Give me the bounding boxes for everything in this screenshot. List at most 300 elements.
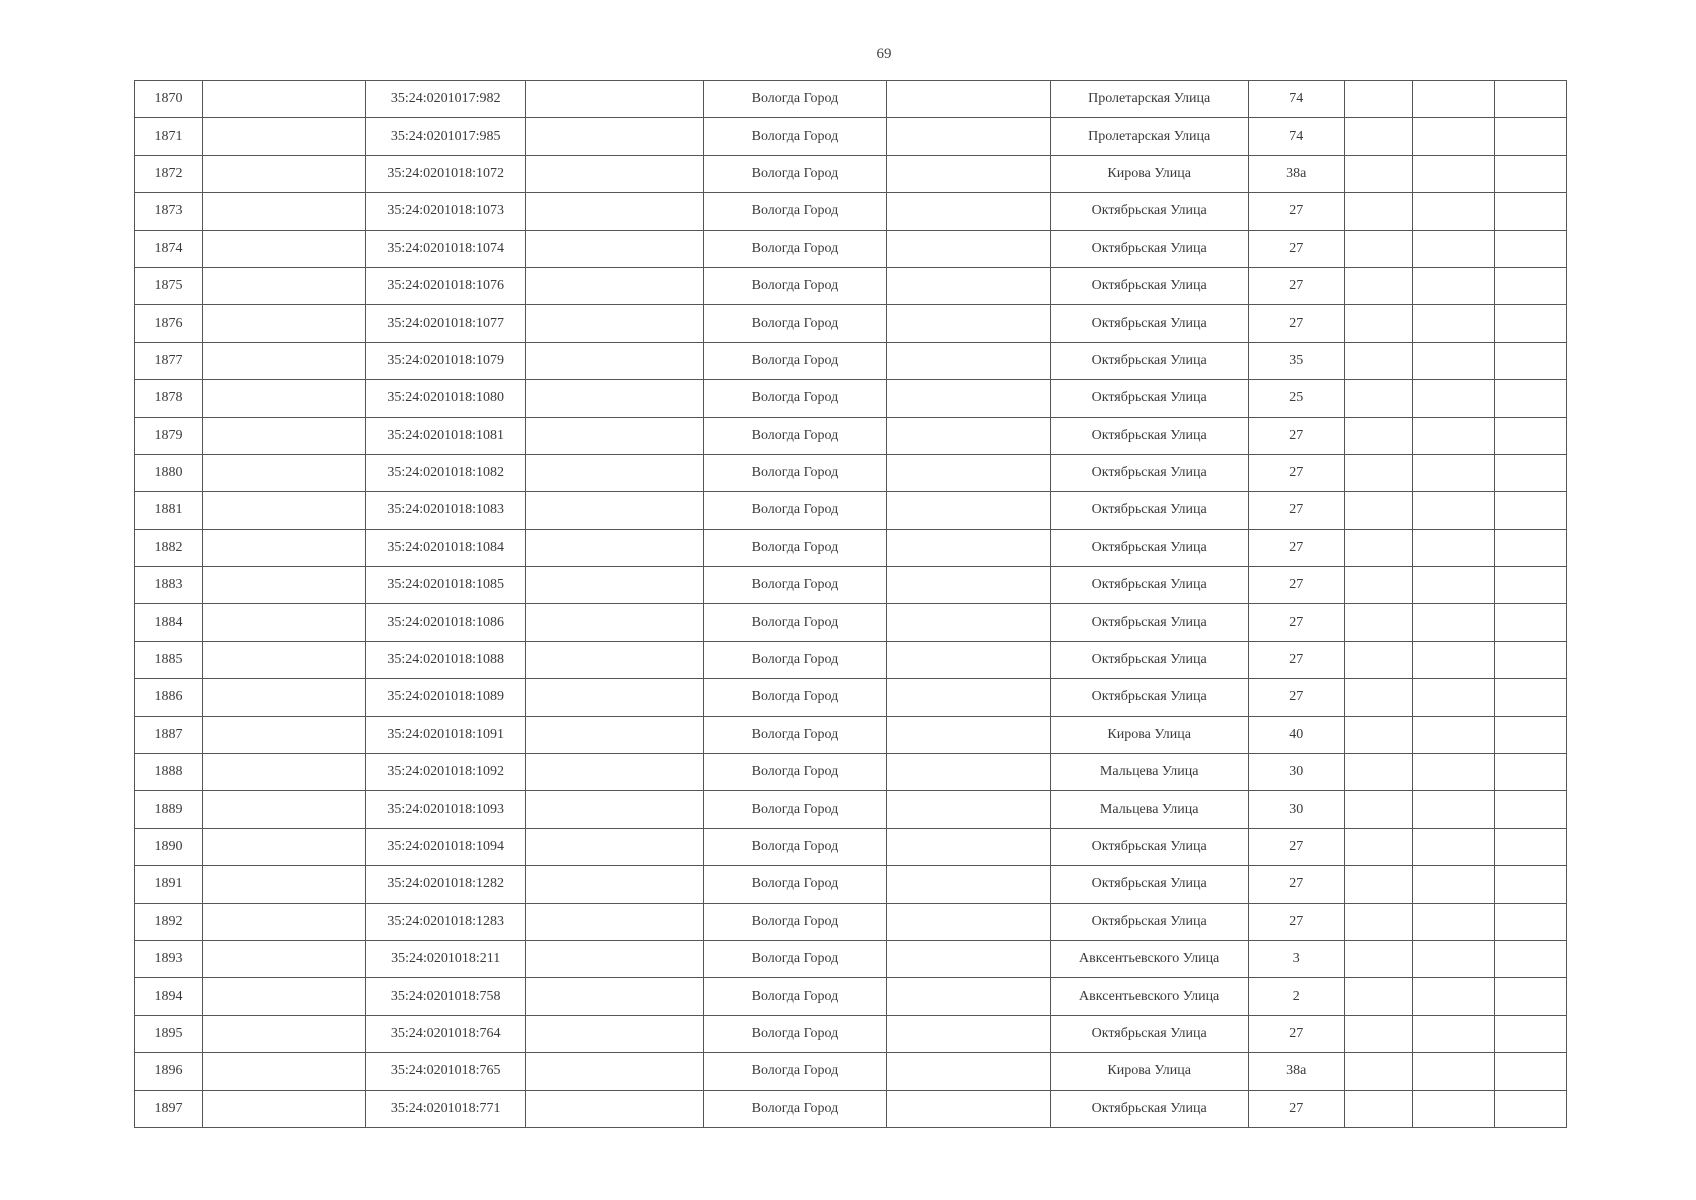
empty-cell [886,305,1050,342]
city-cell: Вологда Город [704,716,886,753]
street-cell: Октябрьская Улица [1050,604,1248,641]
cadastral-number-cell: 35:24:0201018:758 [366,978,526,1015]
empty-cell [1494,230,1566,267]
empty-cell [1412,679,1494,716]
empty-cell [203,267,366,304]
empty-cell [1344,155,1412,192]
empty-cell [1494,81,1566,118]
empty-cell [886,828,1050,865]
house-number-cell: 27 [1248,866,1344,903]
table-row [135,417,1567,454]
city-cell: Вологда Город [704,1015,886,1052]
empty-cell [203,155,366,192]
empty-cell [526,641,704,678]
row-number-cell: 1883 [135,567,203,604]
empty-cell [526,940,704,977]
empty-cell [526,230,704,267]
empty-cell [886,978,1050,1015]
empty-cell [886,716,1050,753]
empty-cell [526,567,704,604]
cadastral-number-cell: 35:24:0201018:1089 [366,679,526,716]
city-cell: Вологда Город [704,641,886,678]
empty-cell [1412,1015,1494,1052]
empty-cell [886,903,1050,940]
row-number-cell: 1872 [135,155,203,192]
empty-cell [1344,118,1412,155]
empty-cell [1344,417,1412,454]
empty-cell [1412,567,1494,604]
empty-cell [1344,454,1412,491]
cadastral-number-cell: 35:24:0201018:1088 [366,641,526,678]
empty-cell [1344,641,1412,678]
city-cell: Вологда Город [704,679,886,716]
empty-cell [1412,155,1494,192]
city-cell: Вологда Город [704,1090,886,1127]
table-row [135,342,1567,379]
house-number-cell: 27 [1248,567,1344,604]
street-cell: Кирова Улица [1050,1053,1248,1090]
row-number-cell: 1874 [135,230,203,267]
empty-cell [1344,716,1412,753]
row-number-cell: 1870 [135,81,203,118]
empty-cell [1412,267,1494,304]
empty-cell [1494,417,1566,454]
city-cell: Вологда Город [704,866,886,903]
empty-cell [526,1015,704,1052]
cadastral-number-cell: 35:24:0201018:1093 [366,791,526,828]
cadastral-number-cell: 35:24:0201018:764 [366,1015,526,1052]
empty-cell [886,267,1050,304]
table-row [135,305,1567,342]
empty-cell [526,978,704,1015]
empty-cell [203,679,366,716]
table-row [135,641,1567,678]
street-cell: Пролетарская Улица [1050,118,1248,155]
house-number-cell: 27 [1248,679,1344,716]
cadastral-number-cell: 35:24:0201017:985 [366,118,526,155]
house-number-cell: 25 [1248,380,1344,417]
empty-cell [1412,604,1494,641]
empty-cell [1494,978,1566,1015]
empty-cell [1412,791,1494,828]
empty-cell [1412,903,1494,940]
empty-cell [1494,1015,1566,1052]
empty-cell [1494,940,1566,977]
table-row [135,978,1567,1015]
empty-cell [1494,567,1566,604]
row-number-cell: 1894 [135,978,203,1015]
cadastral-number-cell: 35:24:0201018:1082 [366,454,526,491]
table-row [135,567,1567,604]
street-cell: Октябрьская Улица [1050,267,1248,304]
empty-cell [886,1090,1050,1127]
table-row [135,866,1567,903]
empty-cell [1494,529,1566,566]
empty-cell [1494,1090,1566,1127]
house-number-cell: 27 [1248,230,1344,267]
house-number-cell: 27 [1248,1090,1344,1127]
empty-cell [1344,940,1412,977]
table-row [135,267,1567,304]
city-cell: Вологда Город [704,81,886,118]
table-row [135,828,1567,865]
empty-cell [1494,903,1566,940]
empty-cell [886,417,1050,454]
empty-cell [1494,641,1566,678]
empty-cell [1412,1053,1494,1090]
empty-cell [526,305,704,342]
cadastral-number-cell: 35:24:0201018:1283 [366,903,526,940]
empty-cell [203,828,366,865]
empty-cell [1494,754,1566,791]
street-cell: Октябрьская Улица [1050,679,1248,716]
empty-cell [886,866,1050,903]
city-cell: Вологда Город [704,604,886,641]
empty-cell [1412,716,1494,753]
empty-cell [1494,828,1566,865]
empty-cell [1412,641,1494,678]
cadastral-number-cell: 35:24:0201018:1086 [366,604,526,641]
street-cell: Пролетарская Улица [1050,81,1248,118]
empty-cell [203,417,366,454]
cadastral-number-cell: 35:24:0201018:211 [366,940,526,977]
table-row [135,1015,1567,1052]
house-number-cell: 40 [1248,716,1344,753]
street-cell: Октябрьская Улица [1050,903,1248,940]
empty-cell [203,529,366,566]
empty-cell [1344,342,1412,379]
row-number-cell: 1878 [135,380,203,417]
registry-table [134,80,1567,1128]
empty-cell [1344,828,1412,865]
cadastral-number-cell: 35:24:0201018:1081 [366,417,526,454]
empty-cell [886,604,1050,641]
house-number-cell: 27 [1248,903,1344,940]
empty-cell [203,380,366,417]
street-cell: Октябрьская Улица [1050,1015,1248,1052]
table-row [135,940,1567,977]
city-cell: Вологда Город [704,380,886,417]
empty-cell [1344,380,1412,417]
cadastral-number-cell: 35:24:0201018:1094 [366,828,526,865]
row-number-cell: 1879 [135,417,203,454]
empty-cell [1344,791,1412,828]
street-cell: Октябрьская Улица [1050,641,1248,678]
table-row [135,716,1567,753]
table-row [135,230,1567,267]
empty-cell [203,305,366,342]
empty-cell [203,454,366,491]
empty-cell [886,155,1050,192]
row-number-cell: 1890 [135,828,203,865]
street-cell: Октябрьская Улица [1050,866,1248,903]
cadastral-number-cell: 35:24:0201018:1076 [366,267,526,304]
city-cell: Вологда Город [704,791,886,828]
house-number-cell: 30 [1248,791,1344,828]
empty-cell [886,791,1050,828]
city-cell: Вологда Город [704,155,886,192]
city-cell: Вологда Город [704,193,886,230]
empty-cell [1344,903,1412,940]
page-number: 69 [876,46,892,62]
empty-cell [526,716,704,753]
cadastral-number-cell: 35:24:0201018:1085 [366,567,526,604]
empty-cell [526,81,704,118]
empty-cell [1344,978,1412,1015]
table-row [135,1090,1567,1127]
row-number-cell: 1882 [135,529,203,566]
table-row [135,81,1567,118]
house-number-cell: 27 [1248,267,1344,304]
empty-cell [1344,1053,1412,1090]
row-number-cell: 1881 [135,492,203,529]
empty-cell [526,454,704,491]
empty-cell [1494,267,1566,304]
empty-cell [203,492,366,529]
street-cell: Авксентьевского Улица [1050,940,1248,977]
row-number-cell: 1885 [135,641,203,678]
empty-cell [526,492,704,529]
empty-cell [1412,118,1494,155]
empty-cell [203,866,366,903]
street-cell: Кирова Улица [1050,155,1248,192]
empty-cell [1344,866,1412,903]
house-number-cell: 27 [1248,641,1344,678]
empty-cell [886,118,1050,155]
empty-cell [526,828,704,865]
empty-cell [1412,940,1494,977]
cadastral-number-cell: 35:24:0201018:1092 [366,754,526,791]
row-number-cell: 1893 [135,940,203,977]
empty-cell [203,791,366,828]
table-row [135,754,1567,791]
empty-cell [1344,193,1412,230]
empty-cell [526,903,704,940]
empty-cell [203,754,366,791]
empty-cell [203,1090,366,1127]
cadastral-number-cell: 35:24:0201018:765 [366,1053,526,1090]
empty-cell [1412,1090,1494,1127]
street-cell: Мальцева Улица [1050,754,1248,791]
empty-cell [203,118,366,155]
street-cell: Октябрьская Улица [1050,567,1248,604]
empty-cell [526,118,704,155]
empty-cell [886,1015,1050,1052]
empty-cell [1494,155,1566,192]
city-cell: Вологда Город [704,567,886,604]
city-cell: Вологда Город [704,903,886,940]
street-cell: Кирова Улица [1050,716,1248,753]
empty-cell [1494,193,1566,230]
street-cell: Октябрьская Улица [1050,305,1248,342]
empty-cell [1412,754,1494,791]
empty-cell [203,1053,366,1090]
empty-cell [203,193,366,230]
empty-cell [1344,567,1412,604]
street-cell: Октябрьская Улица [1050,417,1248,454]
row-number-cell: 1896 [135,1053,203,1090]
empty-cell [1412,828,1494,865]
empty-cell [526,267,704,304]
empty-cell [886,529,1050,566]
empty-cell [1412,193,1494,230]
empty-cell [1344,529,1412,566]
empty-cell [1344,754,1412,791]
empty-cell [203,342,366,379]
empty-cell [203,1015,366,1052]
cadastral-number-cell: 35:24:0201018:1080 [366,380,526,417]
street-cell: Октябрьская Улица [1050,529,1248,566]
street-cell: Октябрьская Улица [1050,230,1248,267]
empty-cell [1412,342,1494,379]
empty-cell [1344,305,1412,342]
table-row [135,454,1567,491]
city-cell: Вологда Город [704,754,886,791]
empty-cell [203,641,366,678]
city-cell: Вологда Город [704,305,886,342]
table-row [135,118,1567,155]
cadastral-number-cell: 35:24:0201018:1073 [366,193,526,230]
empty-cell [886,492,1050,529]
empty-cell [1344,230,1412,267]
house-number-cell: 27 [1248,828,1344,865]
cadastral-number-cell: 35:24:0201018:1083 [366,492,526,529]
empty-cell [526,529,704,566]
empty-cell [203,940,366,977]
empty-cell [886,1053,1050,1090]
empty-cell [886,454,1050,491]
cadastral-number-cell: 35:24:0201018:1079 [366,342,526,379]
city-cell: Вологда Город [704,118,886,155]
house-number-cell: 27 [1248,193,1344,230]
empty-cell [1344,679,1412,716]
empty-cell [1494,604,1566,641]
house-number-cell: 35 [1248,342,1344,379]
empty-cell [1344,492,1412,529]
street-cell: Октябрьская Улица [1050,193,1248,230]
city-cell: Вологда Город [704,828,886,865]
empty-cell [1412,417,1494,454]
row-number-cell: 1877 [135,342,203,379]
city-cell: Вологда Город [704,492,886,529]
house-number-cell: 2 [1248,978,1344,1015]
street-cell: Октябрьская Улица [1050,380,1248,417]
row-number-cell: 1895 [135,1015,203,1052]
empty-cell [1344,267,1412,304]
city-cell: Вологда Город [704,978,886,1015]
empty-cell [526,1053,704,1090]
row-number-cell: 1873 [135,193,203,230]
empty-cell [1412,978,1494,1015]
empty-cell [1412,492,1494,529]
row-number-cell: 1888 [135,754,203,791]
house-number-cell: 74 [1248,81,1344,118]
empty-cell [526,604,704,641]
empty-cell [203,978,366,1015]
empty-cell [203,230,366,267]
empty-cell [1412,454,1494,491]
row-number-cell: 1884 [135,604,203,641]
house-number-cell: 3 [1248,940,1344,977]
city-cell: Вологда Город [704,417,886,454]
house-number-cell: 27 [1248,417,1344,454]
empty-cell [1494,342,1566,379]
city-cell: Вологда Город [704,940,886,977]
empty-cell [1494,454,1566,491]
house-number-cell: 27 [1248,529,1344,566]
cadastral-number-cell: 35:24:0201018:1282 [366,866,526,903]
empty-cell [886,641,1050,678]
house-number-cell: 30 [1248,754,1344,791]
empty-cell [1412,305,1494,342]
empty-cell [1412,866,1494,903]
empty-cell [526,193,704,230]
empty-cell [886,342,1050,379]
empty-cell [203,903,366,940]
row-number-cell: 1887 [135,716,203,753]
empty-cell [1344,81,1412,118]
empty-cell [1494,492,1566,529]
empty-cell [1494,716,1566,753]
house-number-cell: 27 [1248,492,1344,529]
street-cell: Авксентьевского Улица [1050,978,1248,1015]
empty-cell [886,81,1050,118]
house-number-cell: 27 [1248,1015,1344,1052]
empty-cell [203,81,366,118]
table-row [135,1053,1567,1090]
row-number-cell: 1892 [135,903,203,940]
empty-cell [526,155,704,192]
table-row [135,903,1567,940]
row-number-cell: 1886 [135,679,203,716]
house-number-cell: 27 [1248,604,1344,641]
row-number-cell: 1880 [135,454,203,491]
city-cell: Вологда Город [704,529,886,566]
empty-cell [886,567,1050,604]
cadastral-number-cell: 35:24:0201018:1074 [366,230,526,267]
empty-cell [1494,1053,1566,1090]
row-number-cell: 1876 [135,305,203,342]
empty-cell [526,866,704,903]
empty-cell [1412,81,1494,118]
cadastral-number-cell: 35:24:0201018:1077 [366,305,526,342]
table-row [135,193,1567,230]
empty-cell [886,940,1050,977]
table-row [135,529,1567,566]
cadastral-number-cell: 35:24:0201018:1091 [366,716,526,753]
street-cell: Октябрьская Улица [1050,492,1248,529]
city-cell: Вологда Город [704,267,886,304]
empty-cell [886,754,1050,791]
table-row [135,791,1567,828]
row-number-cell: 1891 [135,866,203,903]
empty-cell [886,230,1050,267]
empty-cell [203,716,366,753]
house-number-cell: 27 [1248,305,1344,342]
street-cell: Мальцева Улица [1050,791,1248,828]
row-number-cell: 1889 [135,791,203,828]
empty-cell [1494,866,1566,903]
city-cell: Вологда Город [704,342,886,379]
empty-cell [526,791,704,828]
empty-cell [1412,529,1494,566]
empty-cell [526,342,704,379]
street-cell: Октябрьская Улица [1050,454,1248,491]
empty-cell [1494,791,1566,828]
empty-cell [526,754,704,791]
table-row [135,679,1567,716]
cadastral-number-cell: 35:24:0201017:982 [366,81,526,118]
